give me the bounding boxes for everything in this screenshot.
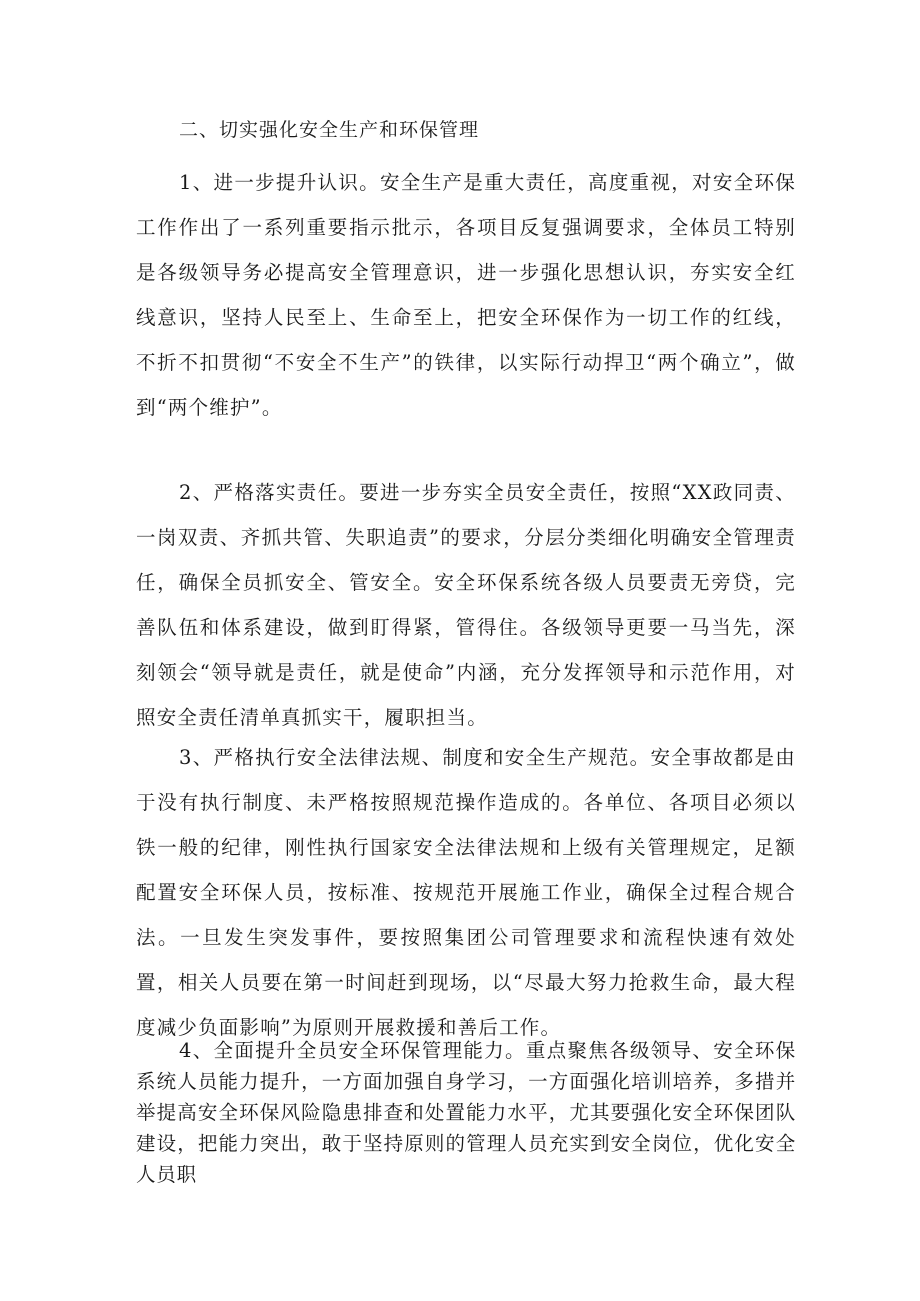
paragraph-4: 4、全面提升全员安全环保管理能力。重点聚焦各级领导、安全环保系统人员能力提升，一方面加强自身学习，一方面强化培训培养，多措并举提高安全环保风险隐患排查和处置能力水平，尤其要强化安全环保团队建设，把能力突出，敢于坚持原则的管理人员充实到安全岗位，优化安全人员职 [136, 1039, 796, 1186]
paragraph-1: 1、进一步提升认识。安全生产是重大责任，高度重视，对安全环保工作作出了一系列重要指示批示，各项目反复强调要求，全体员工特别是各级领导务必提高安全管理意识，进一步强化思想认识，夯实安全红线意识，坚持人民至上、生命至上，把安全环保作为一切工作的红线，不折不扣贯彻“不安全不生产”的铁律，以实际行动捍卫“两个确立”，做到“两个维护”。 [136, 171, 796, 419]
paragraph-2: 2、严格落实责任。要进一步夯实全员安全责任，按照“XX政同责、一岗双责、齐抓共管、失职追责”的要求，分层分类细化明确安全管理责任，确保全员抓安全、管安全。安全环保系统各级人员要责无旁贷，完善队伍和体系建设，做到盯得紧，管得住。各级领导更要一马当先，深刻领会“领导就是责任，就是使命”内涵，充分发挥领导和示范作用，对照安全责任清单真抓实干，履职担当。 [136, 481, 796, 729]
section-heading: 二、切实强化安全生产和环保管理 [179, 119, 480, 141]
paragraph-3: 3、严格执行安全法律法规、制度和安全生产规范。安全事故都是由于没有执行制度、未严格按照规范操作造成的。各单位、各项目必须以铁一般的纪律，刚性执行国家安全法律法规和上级有关管理规定，足额配置安全环保人员，按标准、按规范开展施工作业，确保全过程合规合法。一旦发生突发事件，要按照集团公司管理要求和流程快速有效处置，相关人员要在第一时间赶到现场，以“尽最大努力抢救生命，最大程度减少负面影响”为原则开展救援和善后工作。 [136, 746, 796, 1039]
